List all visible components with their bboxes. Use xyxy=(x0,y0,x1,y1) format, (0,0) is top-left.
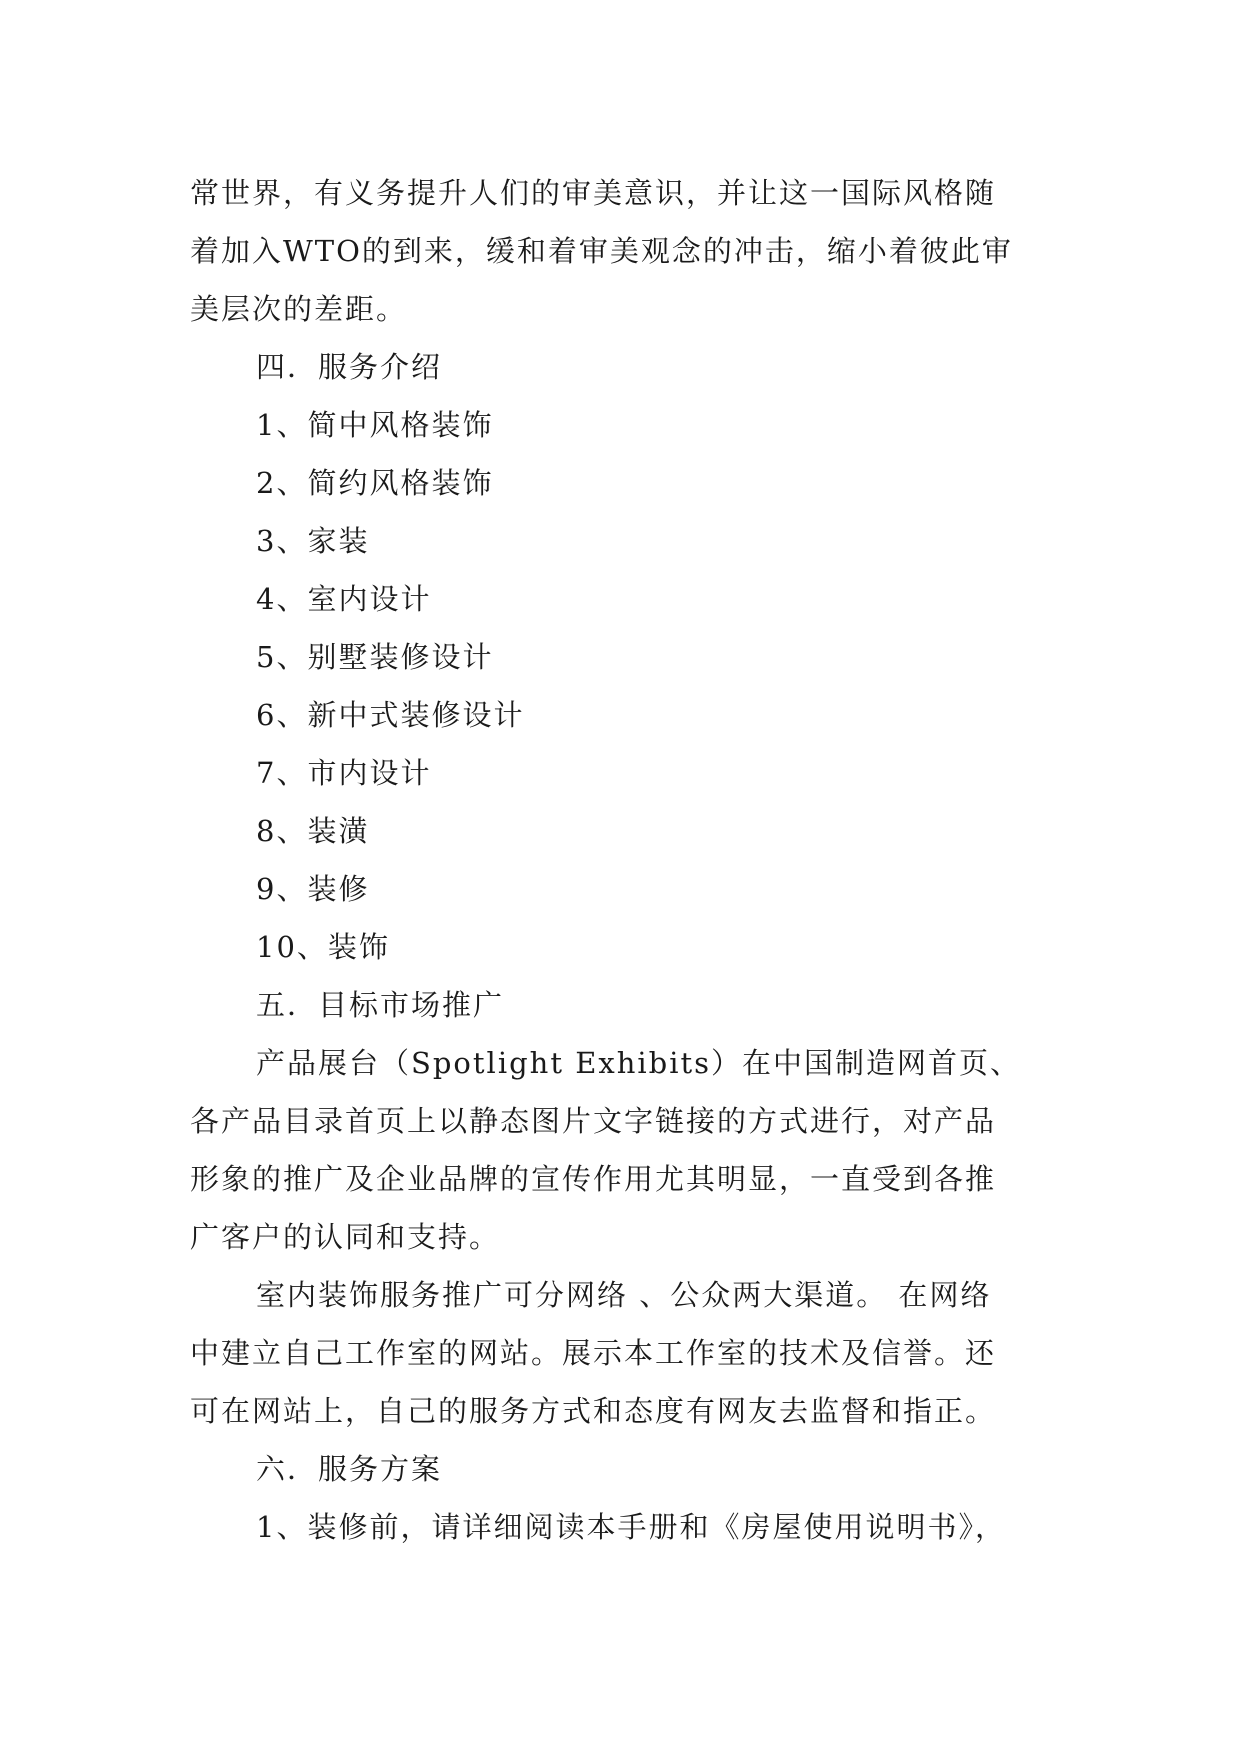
list-item: 4、室内设计 xyxy=(256,582,432,616)
list-item: 9、装修 xyxy=(256,872,370,906)
paragraph-line: 室内装饰服务推广可分网络 、公众两大渠道。 在网络 xyxy=(256,1278,992,1312)
paragraph-line: 各产品目录首页上以静态图片文字链接的方式进行，对产品 xyxy=(190,1104,997,1138)
body-line: 着加入WTO的到来，缓和着审美观念的冲击，缩小着彼此审 xyxy=(190,234,1013,268)
body-line: 美层次的差距。 xyxy=(190,292,408,326)
list-item: 2、简约风格装饰 xyxy=(256,466,494,500)
section-heading-service-plan: 六．服务方案 xyxy=(256,1452,443,1486)
document-body xyxy=(190,164,1070,1556)
list-item: 8、装潢 xyxy=(256,814,370,848)
list-item: 5、别墅装修设计 xyxy=(256,640,494,674)
paragraph-line: 广客户的认同和支持。 xyxy=(190,1220,501,1254)
list-item: 6、新中式装修设计 xyxy=(256,698,525,732)
list-item: 1、简中风格装饰 xyxy=(256,408,494,442)
paragraph-line: 可在网站上，自己的服务方式和态度有网友去监督和指正。 xyxy=(190,1394,997,1428)
paragraph-line: 1、装修前，请详细阅读本手册和《房屋使用说明书》， xyxy=(256,1510,1006,1544)
list-item: 7、市内设计 xyxy=(256,756,432,790)
paragraph-line: 形象的推广及企业品牌的宣传作用尤其明显，一直受到各推 xyxy=(190,1162,997,1196)
list-item: 10、装饰 xyxy=(256,930,390,964)
paragraph-line: 产品展台（Spotlight Exhibits）在中国制造网首页、 xyxy=(256,1046,1022,1080)
body-line: 常世界，有义务提升人们的审美意识，并让这一国际风格随 xyxy=(190,176,997,210)
list-item: 3、家装 xyxy=(256,524,370,558)
section-heading-marketing: 五．目标市场推广 xyxy=(256,988,505,1022)
section-heading-services: 四．服务介绍 xyxy=(256,350,443,384)
paragraph-line: 中建立自己工作室的网站。展示本工作室的技术及信誉。还 xyxy=(190,1336,997,1370)
